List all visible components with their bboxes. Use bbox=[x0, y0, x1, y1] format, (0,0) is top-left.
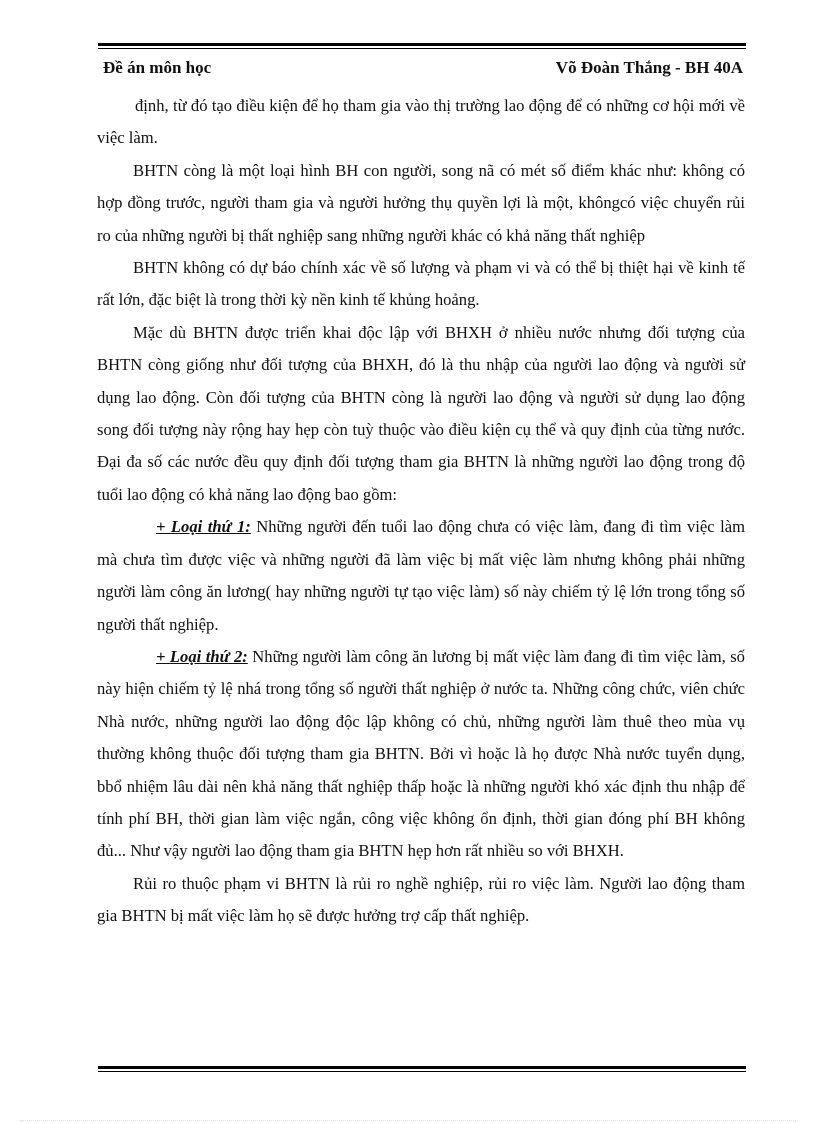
paragraph-bhtn-risk: Rủi ro thuộc phạm vi BHTN là rủi ro nghề nghiệp, rủi ro việc làm. Người lao động tham gia BHTN bị mất việc làm họ sẽ được hưởng trợ cấp thất nghiệp. bbox=[97, 873, 745, 926]
paragraph-bhtn-forecast: BHTN không có dự báo chính xác về số lượng và phạm vi và có thể bị thiệt hại về kinh tế rất lớn, đặc biệt là trong thời kỳ nền kinh tế khủng hoảng. bbox=[97, 258, 745, 310]
paragraph-bhtn-subjects: Mặc dù BHTN được triển khai độc lập với BHXH ở nhiều nước nhưng đối tượng của BHTN còng giống như đối tượng của BHXH, đó là thu nhập của người lao động và người sử dụng lao động. Còn đối tượng của BHTN còng là người lao động và người sử dụng lao động song đối tượng này rộng hay hẹp còn tuỳ thuộc vào điều kiện cụ thể và quy định của từng nước. Đại đa số các nước đều quy định đối tượng tham gia BHTN là những người lao động trong độ tuổi lao động có khả năng lao động bao gồm: bbox=[97, 322, 745, 504]
author-class: Võ Đoàn Thắng - BH 40A bbox=[555, 58, 743, 77]
list-item-type-1 bbox=[97, 511, 745, 641]
list-item-lead: + Loại thứ 1: bbox=[156, 517, 251, 537]
list-item-text: Những người làm công ăn lương bị mất việc làm đang đi tìm việc làm, số này hiện chiếm tỷ lệ nhá trong tổng số người thất nghiệp ở nước ta. Những công chức, viên chức Nhà nước, những người lao động độc lập không có chủ, những người làm thuê theo mùa vụ thường không thuộc đối tượng tham gia BHTN. Bởi vì hoặc là họ được Nhà nước tuyển dụng, bbổ nhiệm lâu dài nên khả năng thất nghiệp thấp hoặc là những người khó xác định thu nhập để tính phí BH, thời gian làm việc ngắn, công việc không ổn định, thời gian đóng phí BH không đủ... Như vậy người lao động tham gia BHTN hẹp hơn rất nhiều so với BHXH. bbox=[97, 646, 745, 861]
page-edge-dotted-line bbox=[20, 1120, 796, 1121]
course-title: Đề án môn học bbox=[103, 58, 212, 77]
list-item-text: Những người đến tuổi lao động chưa có việc làm, đang đi tìm việc làm mà chưa tìm được việc và những người đã làm việc bị mất việc làm nhưng không phải những người làm công ăn lương( hay những người tự tạo việc làm) số này chiếm tỷ lệ lớn trong tổng số người thất nghiệp. bbox=[97, 517, 745, 634]
footer-rule bbox=[98, 1066, 746, 1072]
page-header bbox=[103, 58, 743, 84]
list-item-lead: + Loại thứ 2: bbox=[156, 646, 248, 666]
paragraph-bhtn-type: BHTN còng là một loại hình BH con người, song nã có mét số điểm khác như: không có hợp đồng trước, người tham gia và người hưởng thụ quyền lợi là một, khôngcó việc chuyển rủi ro của những người bị thất nghiệp sang những người khác có khả năng thất nghiệp bbox=[97, 160, 745, 245]
header-rule bbox=[98, 43, 746, 49]
paragraph-continuation: định, từ đó tạo điều kiện để họ tham gia vào thị trường lao động để có những cơ hội mới về việc làm. bbox=[97, 96, 745, 148]
document-body bbox=[97, 90, 745, 933]
list-item-type-2 bbox=[97, 641, 745, 868]
